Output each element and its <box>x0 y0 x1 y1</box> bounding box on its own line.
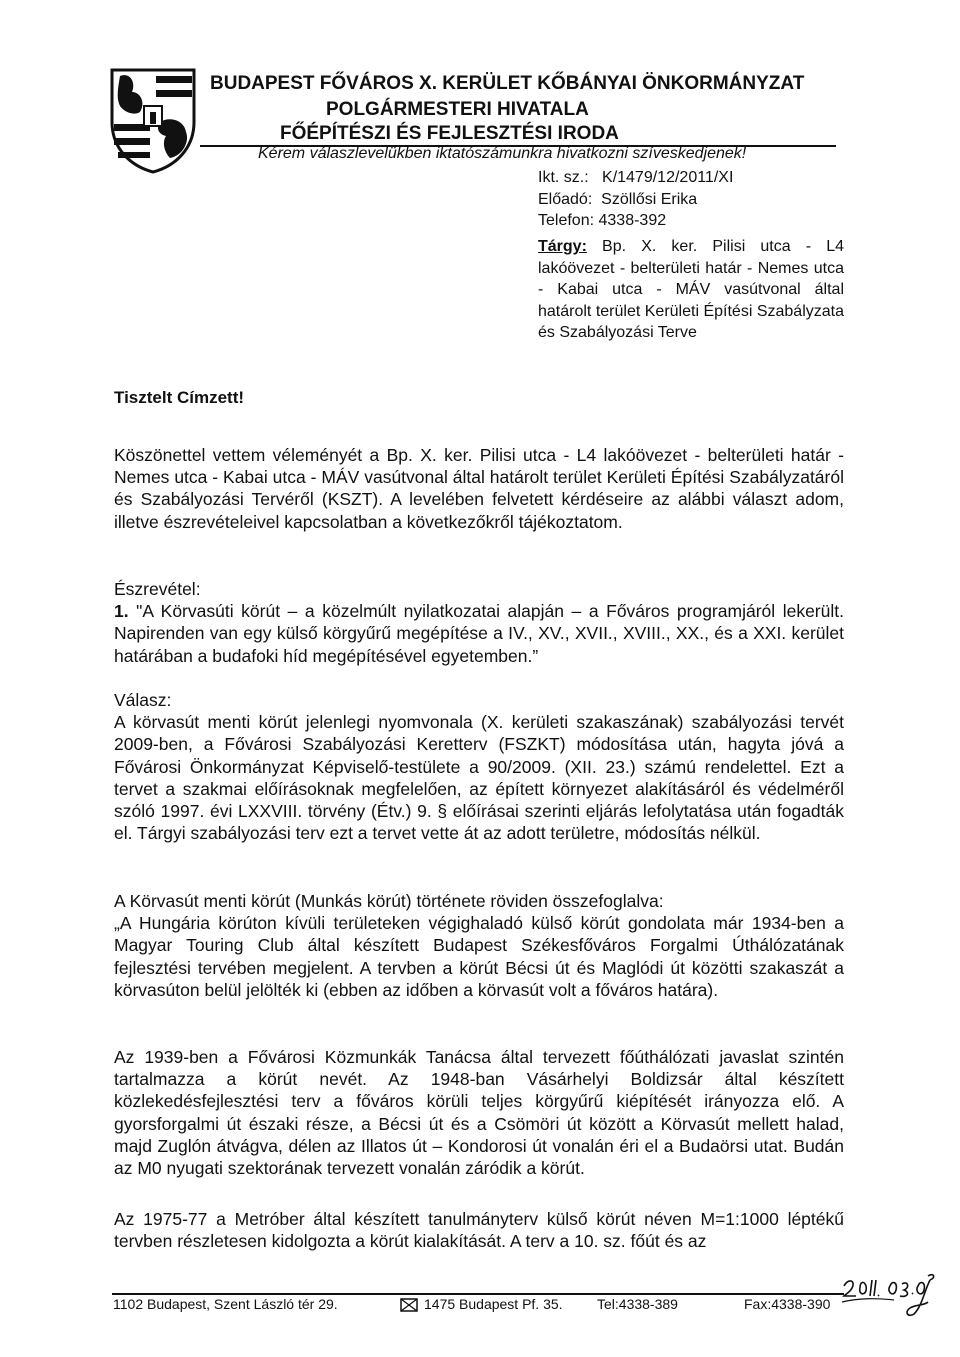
subject-text: Bp. X. ker. Pilisi utca - L4 lakóövezet - belterületi határ - Nemes utca - Kabai utca - MÁV vasútvonal által határolt terület Kerületi Építési Szabályzata és Szabályozási Terve <box>538 238 844 341</box>
footer-rule <box>112 1293 844 1295</box>
institution-name: BUDAPEST FŐVÁROS X. KERÜLET KŐBÁNYAI ÖNKORMÁNYZAT <box>210 73 805 94</box>
office-name: POLGÁRMESTERI HIVATALA <box>326 99 589 120</box>
paragraph-1939-text: Az 1939-ben a Fővárosi Közmunkák Tanácsa által tervezett főúthálózati javaslat szintén tartalmazza a körút nevét. Az 1948-ban Vásárhelyi Boldizsár által készített közlekedésfejlesztési terv a főváros körüli teljes körgyűrű kiépítését irányozza elő. A gyorsforgalmi út északi része, a Bécsi út és a Csömöri út között a Körvasút mellett halad, majd Zuglón átvágva, délen az Illatos út – Kondorosi út vonalán éri el a Budaörsi utat. Budán az M0 nyugati szektorának tervezett vonalán záródik a körút. <box>114 1047 844 1179</box>
footer-address: 1102 Budapest, Szent László tér 29. <box>113 1296 338 1312</box>
paragraph-1975 <box>114 1208 844 1252</box>
meta-block <box>538 167 733 232</box>
greeting: Tisztelt Címzett! <box>114 388 245 407</box>
reference-request: Kérem válaszlevelükben iktatószámunkra hivatkozni szíveskedjenek! <box>258 145 747 162</box>
eloado-value: Szöllősi Erika <box>601 190 698 208</box>
observation-text: "A Körvasúti körút – a közelmúlt nyilatkozatai alapján – a Főváros programjáról lekerült. Napirenden van egy külső körgyűrű megépítése a IV., XV., XVII., XVIII., XX., és a XXI. kerület határában a budafoki híd megépítésével egyetemben.” <box>114 601 844 666</box>
ikt-label: Ikt. sz.: <box>538 169 589 186</box>
department-name: FŐÉPÍTÉSZI ÉS FEJLESZTÉSI IRODA <box>280 123 619 144</box>
answer-text: A körvasút menti körút jelenlegi nyomvonala (X. kerületi szakaszának) szabályozási tervét 2009-ben, a Fővárosi Szabályozási Keretterv (FSZKT) módosítása után, hagyta jóvá a Fővárosi Önkormányzat Képviselő-testülete a 90/2009. (XII. 23.) számú rendelettel. Ezt a tervet a szakmai előírásoknak megfelelően, az épített környezet alakításáról és védelméről szóló 1997. évi LXXVIII. törvény (Étv.) 9. § előírásai szerinti eljárás lefolytatása után fogadták el. Tárgyi szabályozási terv ezt a tervet vette át az adott területre, módosítás nélkül. <box>114 712 844 844</box>
history-intro: A Körvasút menti körút (Munkás körút) története röviden összefoglalva: <box>114 891 664 911</box>
eloado-label: Előadó: <box>538 190 593 208</box>
telefon-label: Telefon: <box>538 212 595 229</box>
paragraph-1939 <box>114 1046 844 1179</box>
answer-section <box>114 689 844 844</box>
footer-fax: Fax:4338-390 <box>744 1296 831 1312</box>
subject-block <box>538 236 844 344</box>
envelope-icon <box>400 1298 418 1312</box>
observation-number: 1. <box>114 601 129 622</box>
intro-text: Köszönettel vettem véleményét a Bp. X. ker. Pilisi utca - L4 lakóövezet - belterületi határ - Nemes utca - Kabai utca - MÁV vasútvonal által határolt terület Kerületi Építési Szabályzatáról és Szabályozási Tervéről (KSZT). A levelében felvetett kérdéseire az alábbi választ adom, illetve észrevételeivel kapcsolatban a következőkről tájékoztatom. <box>114 445 844 532</box>
paragraph-1975-text: Az 1975-77 a Metróber által készített tanulmányterv külső körút néven M=1:1000 léptékű tervben részletesen kidolgozta a körút kialakítását. A terv a 10. sz. főút és az <box>114 1209 844 1252</box>
observation-label: Észrevétel: <box>114 579 201 599</box>
subject-label: Tárgy: <box>538 238 587 255</box>
answer-label: Válasz: <box>114 690 172 710</box>
coat-of-arms-logo <box>106 62 200 174</box>
handwritten-date-signature <box>838 1262 938 1322</box>
footer-po-box: 1475 Budapest Pf. 35. <box>424 1296 563 1312</box>
intro-paragraph <box>114 444 844 533</box>
ikt-value: K/1479/12/2011/XI <box>602 169 734 186</box>
telefon-value: 4338-392 <box>598 212 667 229</box>
history-quote: „A Hungária körúton kívüli területeken végighaladó külső körút gondolata már 1934-ben a Magyar Touring Club által készített Budapest Székesfőváros Forgalmi Úthálózatának fejlesztési tervében megjelent. A tervben a körút Bécsi út és Maglódi út közötti szakaszát a körvasúton belül jelölték ki (ebben az időben a körvasút volt a főváros határa). <box>114 913 844 1000</box>
history-section <box>114 890 844 1001</box>
footer-tel: Tel:4338-389 <box>597 1296 678 1312</box>
observation-section <box>114 578 844 667</box>
